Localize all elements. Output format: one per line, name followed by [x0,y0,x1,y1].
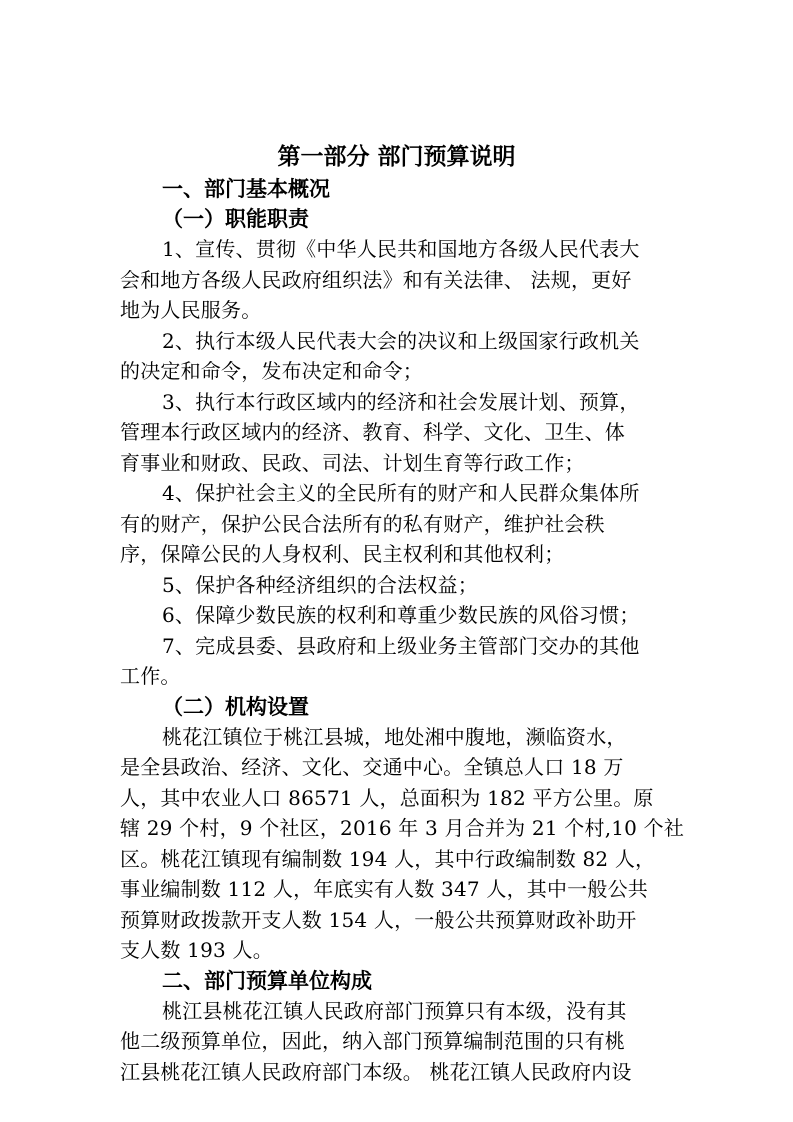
organization-paragraph [120,722,685,966]
subsection-heading-duties: （一）职能职责 [162,206,309,231]
budget-units-paragraph [120,996,673,1088]
paragraph-line: 是全县政治、经济、文化、交通中心。全镇总人口 18 万 [120,755,624,779]
duty-item [120,234,673,326]
paragraph-line: 他二级预算单位，因此，纳入部门预算编制范围的只有桃 [120,1029,625,1053]
paragraph-line: 序，保障公民的人身权利、民主权利和其他权利； [120,542,565,566]
paragraph-line: 6、保障少数民族的权利和尊重少数民族的风俗习惯； [162,603,640,627]
paragraph-line: 1、宣传、贯彻《中华人民共和国地方各级人民代表大 [162,237,640,261]
paragraph-line: 5、保护各种经济组织的合法权益； [162,572,478,597]
paragraph-line: 育事业和财政、民政、司法、计划生育等行政工作； [120,450,585,475]
paragraph-line: 桃江县桃花江镇人民政府部门预算只有本级，没有其 [162,998,627,1023]
duty-item [120,387,673,479]
paragraph-line: 区。桃花江镇现有编制数 194 人，其中行政编制数 82 人， [120,846,656,871]
duties-list [120,234,673,692]
duty-item [120,570,673,601]
paragraph-line: 7、完成县委、县政府和上级业务主管部门交办的其他 [162,633,640,658]
page-title: 第一部分 部门预算说明 [277,143,516,170]
paragraph-line: 辖 29 个村，9 个社区，2016 年 3 月合并为 21 个村,10 个社 [120,816,685,840]
paragraph-line: 预算财政拨款开支人数 154 人，一般公共预算财政补助开 [120,907,637,932]
paragraph-line: 工作。 [120,664,181,688]
subsection-heading-organization: （二）机构设置 [162,693,309,719]
paragraph-line: 管理本行政区域内的经济、教育、科学、文化、卫生、体 [120,420,625,444]
paragraph-line: 事业编制数 112 人，年底实有人数 347 人，其中一般公共 [120,877,648,901]
paragraph-line: 人，其中农业人口 86571 人，总面积为 182 平方公里。原 [120,785,654,810]
paragraph-line: 支人数 193 人。 [120,938,273,962]
section-heading-budget-units: 二、部门预算单位构成 [162,967,372,993]
paragraph-line: 2、执行本级人民代表大会的决议和上级国家行政机关 [162,328,640,353]
paragraph-line: 有的财产，保护公民合法所有的私有财产，维护社会秩 [120,511,605,536]
paragraph-line: 的决定和命令，发布决定和命令； [120,359,423,383]
paragraph-line: 桃花江镇位于桃江县城，地处湘中腹地，濒临资水， [162,724,627,749]
paragraph-line: 地为人民服务。 [120,298,262,322]
duty-item [120,600,673,631]
duty-item [120,631,673,692]
duty-item [120,326,673,387]
paragraph-line: 3、执行本行政区域内的经济和社会发展计划、预算， [162,389,640,414]
duty-item [120,478,673,570]
section-heading-basic-overview: 一、部门基本概况 [162,176,330,201]
paragraph-line: 4、保护社会主义的全民所有的财产和人民群众集体所 [162,481,640,505]
paragraph-line: 江县桃花江镇人民政府部门本级。 桃花江镇人民政府内设 [120,1059,632,1084]
paragraph-line: 会和地方各级人民政府组织法》和有关法律、 法规，更好 [120,267,632,292]
